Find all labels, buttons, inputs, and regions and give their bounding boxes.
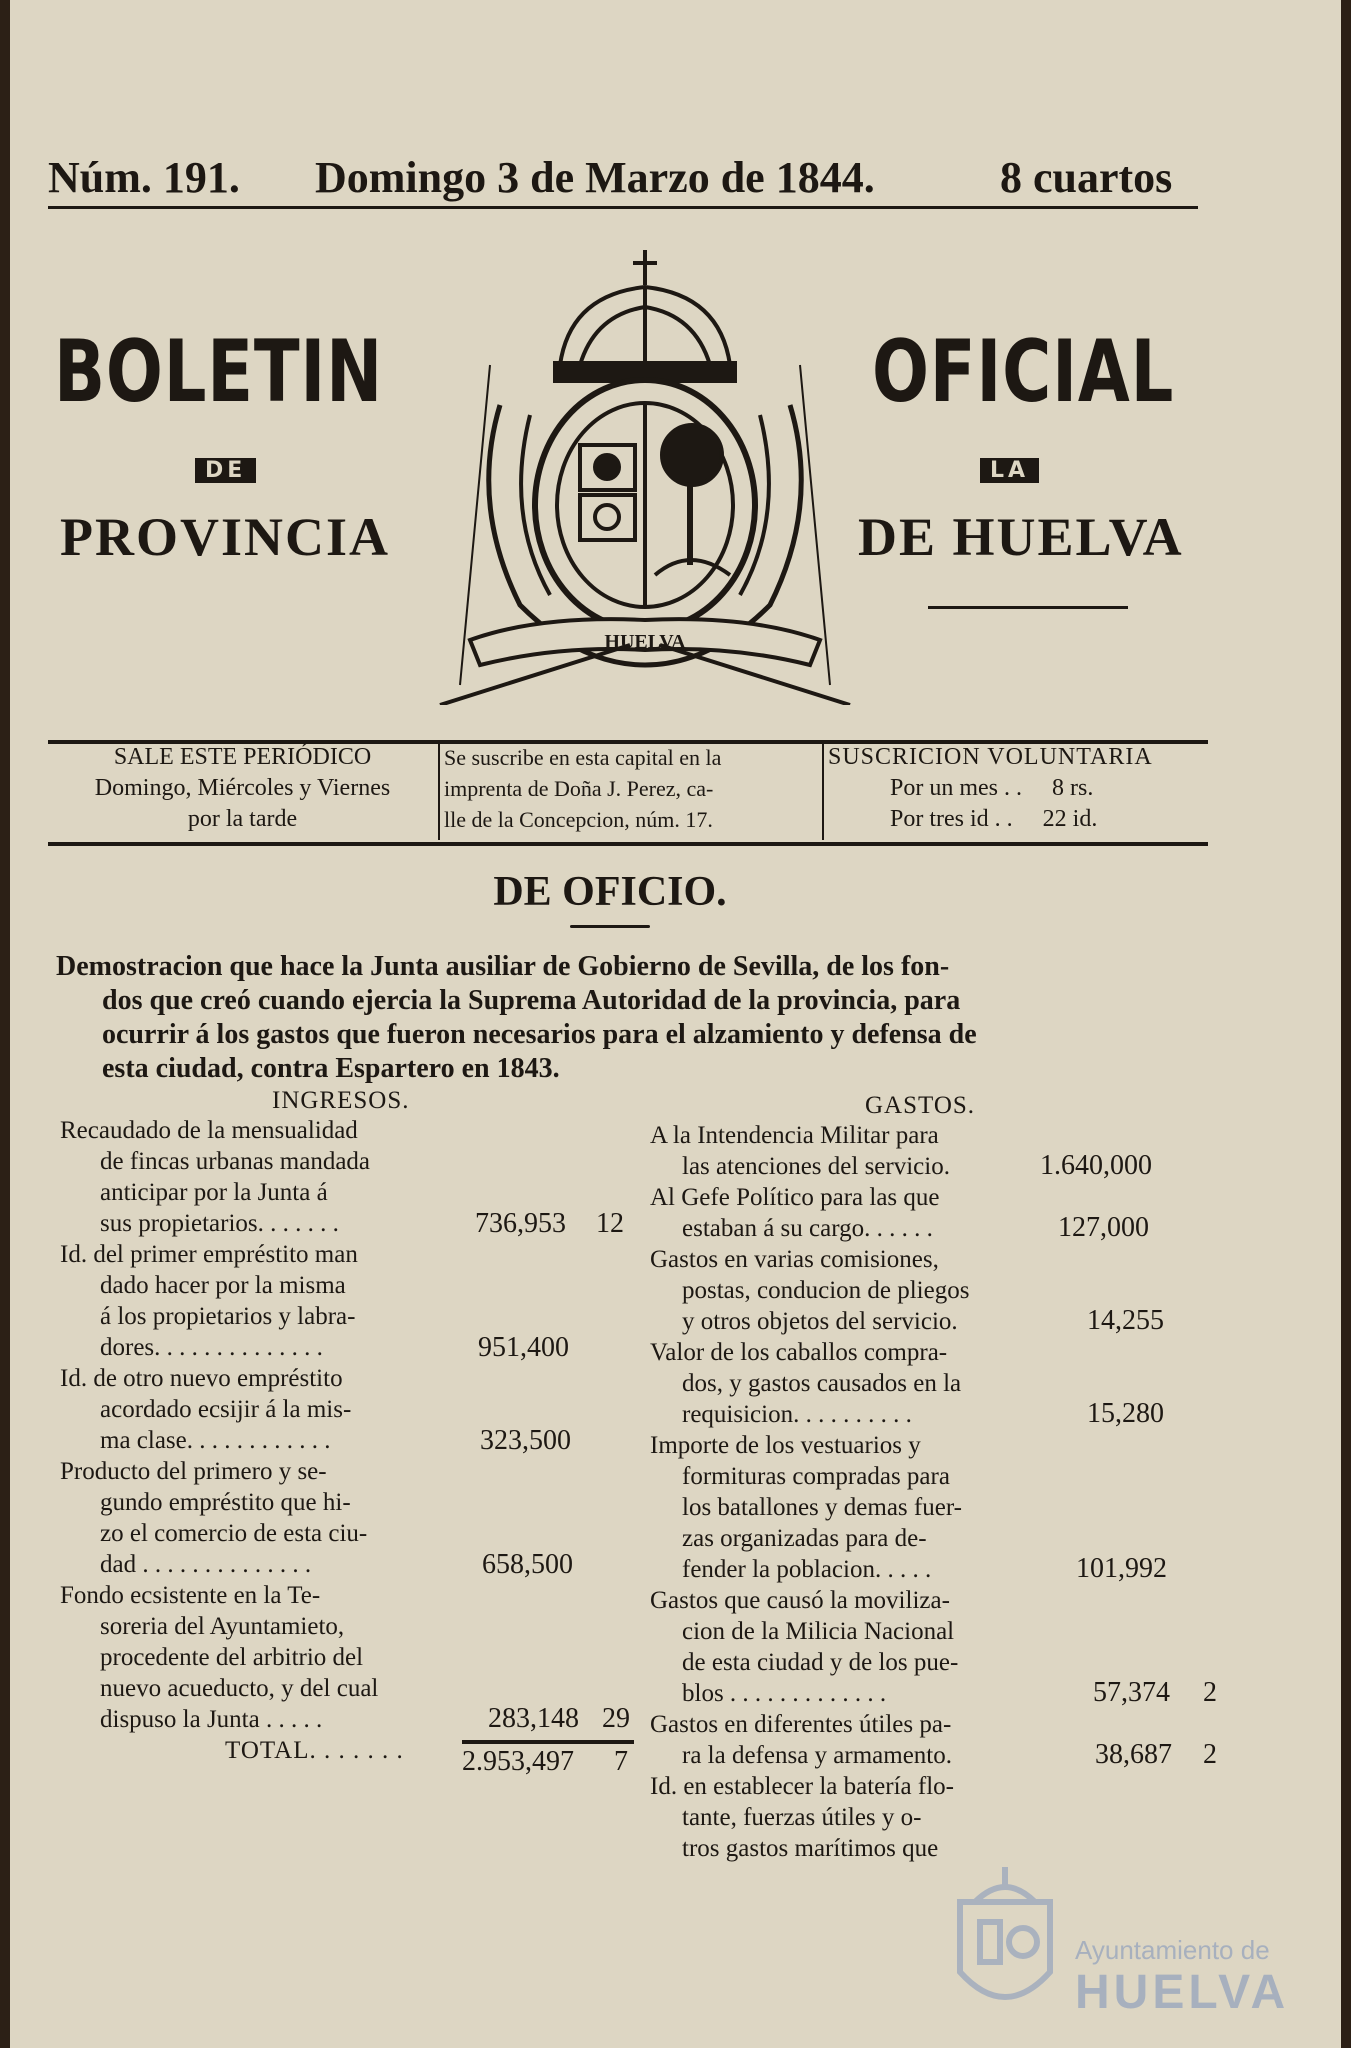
ingreso-item	[60, 1239, 430, 1363]
title-provincia: PROVINCIA	[60, 507, 391, 567]
gasto-line: Importe de los vestuarios y	[650, 1432, 921, 1459]
ingresos-total-label: TOTAL. . . . . . .	[225, 1737, 404, 1764]
seal-ribbon-text: HUELVA	[604, 631, 686, 653]
gasto-line: Id. en establecer la batería flo-	[650, 1773, 954, 1800]
issue-price: 8 cuartos	[1000, 153, 1173, 202]
issue-date: Domingo 3 de Marzo de 1844.	[315, 153, 875, 202]
gasto-item	[650, 1771, 1035, 1864]
info-price-title: SUSCRICION VOLUNTARIA	[828, 744, 1153, 770]
ingreso-cents: 12	[596, 1208, 624, 1239]
gasto-item	[650, 1182, 1035, 1244]
ingreso-line: Producto del primero y se-	[60, 1458, 327, 1485]
gasto-line: formituras compradas para	[682, 1463, 950, 1490]
title-boletin: BOLETIN	[54, 322, 384, 422]
gasto-item	[650, 1244, 1035, 1337]
info-publication-days	[50, 742, 435, 835]
ingreso-item	[60, 1363, 430, 1456]
coat-of-arms-icon	[430, 245, 860, 705]
ingreso-line: dado hacer por la misma	[100, 1272, 346, 1299]
info-line: por la tarde	[187, 806, 298, 832]
info-subscription-price	[828, 742, 1208, 835]
ingreso-amount: 951,400	[478, 1332, 569, 1363]
section-ornament	[570, 925, 650, 928]
ingreso-line: Recaudado de la mensualidad	[60, 1117, 358, 1144]
ingreso-line: nuevo acueducto, y del cual	[100, 1675, 379, 1702]
ingreso-line: Id. de otro nuevo empréstito	[60, 1365, 343, 1392]
ingreso-line: soreria del Ayuntamieto,	[100, 1613, 345, 1640]
ingreso-line: dad . . . . . . . . . . . . . .	[100, 1551, 312, 1578]
title-de-huelva: DE HUELVA	[858, 507, 1184, 567]
info-line: lle de la Concepcion, núm. 17.	[444, 807, 713, 832]
ingresos-heading: INGRESOS.	[272, 1087, 410, 1114]
gasto-line: de esta ciudad y de los pue-	[682, 1649, 959, 1676]
gasto-line: zas organizadas para de-	[682, 1525, 927, 1552]
ingreso-line: de fincas urbanas mandada	[100, 1148, 371, 1175]
masthead-rule	[48, 206, 1198, 209]
ingreso-line: dispuso la Junta . . . . .	[100, 1706, 323, 1733]
price-value: 22 id.	[1042, 806, 1098, 832]
ingreso-line: á los propietarios y labra-	[100, 1303, 356, 1330]
gasto-line: Gastos en diferentes útiles pa-	[650, 1711, 952, 1738]
ingreso-amount: 323,500	[480, 1425, 571, 1456]
article-title-line: dos que creó cuando ejercia la Suprema Autoridad de la provincia, para	[102, 985, 961, 1016]
ingreso-line: zo el comercio de esta ciu-	[100, 1520, 368, 1547]
newspaper-page	[10, 0, 1341, 2048]
gasto-line: blos . . . . . . . . . . . . .	[682, 1680, 887, 1707]
gasto-amount: 57,374	[1093, 1677, 1170, 1708]
ingreso-amount: 658,500	[482, 1549, 573, 1580]
info-subscription-place	[444, 742, 820, 835]
ingreso-line: anticipar por la Junta á	[100, 1179, 328, 1206]
watermark-top-text: Ayuntamiento de	[1075, 1935, 1270, 1965]
gasto-cents: 2	[1203, 1739, 1217, 1770]
title-oficial: OFICIAL	[872, 322, 1175, 422]
gasto-line: requisicion. . . . . . . . . .	[682, 1401, 912, 1428]
info-line: SALE ESTE PERIÓDICO	[113, 744, 372, 770]
gasto-item	[650, 1709, 1035, 1771]
gastos-heading: GASTOS.	[865, 1092, 976, 1119]
gasto-cents: 2	[1203, 1677, 1217, 1708]
gasto-line: Gastos que causó la moviliza-	[650, 1587, 950, 1614]
info-box-divider-1	[438, 744, 440, 840]
gasto-amount: 1.640,000	[1040, 1150, 1152, 1181]
total-rule	[462, 1740, 634, 1744]
title-de: DE	[195, 458, 256, 483]
gasto-item	[650, 1585, 1035, 1709]
ingreso-line: Fondo ecsistente en la Te-	[60, 1582, 321, 1609]
ingreso-item	[60, 1115, 430, 1239]
section-heading: DE OFICIO.	[493, 869, 727, 915]
gasto-line: postas, conducion de pliegos	[682, 1277, 970, 1304]
article-title-line: Demostracion que hace la Junta ausiliar de Gobierno de Sevilla, de los fon-	[56, 951, 950, 982]
info-line: Se suscribe en esta capital en la	[444, 745, 722, 770]
info-line: imprenta de Doña J. Perez, ca-	[444, 776, 714, 801]
gasto-line: las atenciones del servicio.	[682, 1153, 950, 1180]
gasto-line: tros gastos marítimos que	[682, 1835, 939, 1862]
gasto-amount: 101,992	[1076, 1553, 1167, 1584]
gasto-line: ra la defensa y armamento.	[682, 1742, 953, 1769]
issue-number: Núm. 191.	[48, 153, 240, 202]
gasto-amount: 14,255	[1087, 1305, 1164, 1336]
ingreso-line: sus propietarios. . . . . . .	[100, 1210, 339, 1237]
price-value: 8 rs.	[1052, 775, 1094, 801]
gasto-item	[650, 1120, 1035, 1182]
gasto-line: los batallones y demas fuer-	[682, 1494, 962, 1521]
ingreso-amount: 736,953	[475, 1208, 566, 1239]
price-row	[828, 773, 1208, 804]
gasto-line: Al Gefe Político para las que	[650, 1184, 940, 1211]
gasto-line: Valor de los caballos compra-	[650, 1339, 948, 1366]
ingreso-line: ma clase. . . . . . . . . . . .	[100, 1427, 331, 1454]
gasto-line: fender la poblacion. . . . .	[682, 1556, 932, 1583]
price-label: Por un mes . .	[890, 775, 1022, 801]
ingresos-total-amount: 2.953,497	[462, 1746, 574, 1777]
ayuntamiento-logo-icon	[945, 1862, 1065, 2022]
info-line: Domingo, Miércoles y Viernes	[94, 775, 391, 801]
gasto-amount: 15,280	[1087, 1398, 1164, 1429]
watermark-bottom-text: HUELVA	[1075, 1966, 1290, 2019]
gasto-line: A la Intendencia Militar para	[650, 1122, 939, 1149]
gastos-list	[650, 1120, 1035, 1864]
gasto-line: Gastos en varias comisiones,	[650, 1246, 939, 1273]
gasto-line: cion de la Milicia Nacional	[682, 1618, 955, 1645]
gasto-item	[650, 1430, 1035, 1585]
gasto-line: dos, y gastos causados en la	[682, 1370, 962, 1397]
price-label: Por tres id . .	[890, 806, 1013, 832]
article-title-line: ocurrir á los gastos que fueron necesarios para el alzamiento y defensa de	[102, 1019, 977, 1050]
gasto-line: y otros objetos del servicio.	[682, 1308, 958, 1335]
ingreso-line: gundo empréstito que hi-	[100, 1489, 351, 1516]
ingreso-line: dores. . . . . . . . . . . . . .	[100, 1334, 323, 1361]
ingreso-item	[60, 1456, 430, 1580]
ingreso-cents: 29	[602, 1703, 630, 1734]
ingreso-line: Id. del primer empréstito man	[60, 1241, 358, 1268]
gasto-line: estaban á su cargo. . . . . .	[682, 1215, 933, 1242]
price-row	[828, 804, 1208, 835]
title-underline	[928, 606, 1128, 609]
ingreso-item	[60, 1580, 430, 1735]
gasto-amount: 38,687	[1095, 1739, 1172, 1770]
gasto-amount: 127,000	[1058, 1212, 1149, 1243]
ingreso-line: procedente del arbitrio del	[100, 1644, 364, 1671]
gasto-item	[650, 1337, 1035, 1430]
ingreso-amount: 283,148	[488, 1703, 579, 1734]
title-la: LA	[980, 458, 1039, 483]
gasto-line: tante, fuerzas útiles y o-	[682, 1804, 922, 1831]
article-title-line: esta ciudad, contra Espartero en 1843.	[102, 1053, 560, 1084]
ingresos-list	[60, 1115, 430, 1766]
info-box-bottom-rule	[48, 842, 1208, 846]
ingresos-total-cents: 7	[614, 1746, 628, 1777]
info-box-divider-2	[822, 744, 824, 840]
ingreso-line: acordado ecsijir á la mis-	[100, 1396, 352, 1423]
article-title	[56, 950, 1216, 1086]
